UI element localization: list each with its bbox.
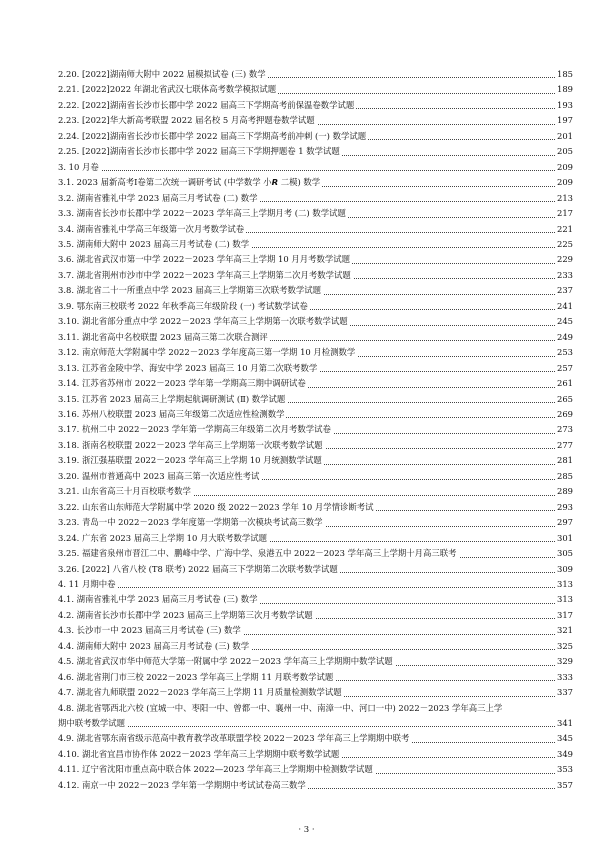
toc-entry[interactable] [58, 639, 573, 654]
toc-entry-page: 189 [555, 82, 573, 97]
toc-entry[interactable] [58, 747, 573, 762]
toc-entry[interactable] [58, 500, 573, 515]
leader-dots [58, 726, 573, 727]
toc-entry-title: 4.5. 湖北省武汉市华中师范大学第一附属中学 2022－2023 学年高三上学期期中数学试题 [58, 656, 393, 667]
toc-entry[interactable] [58, 222, 573, 237]
toc-entry-page: 353 [555, 762, 573, 777]
toc-entry-title: 3.2. 湖南省雅礼中学 2023 届高三月考试卷 (二) 数学 [58, 192, 258, 203]
toc-entry-page: 309 [555, 562, 573, 577]
toc-entry-page: 257 [555, 361, 573, 376]
toc-entry-title: 3.15. 江苏省 2023 届高三上学期起航调研测试 (Ⅱ) 数学试题 [58, 393, 286, 404]
toc-entry[interactable] [58, 778, 573, 793]
toc-entry[interactable] [58, 330, 573, 345]
toc-entry[interactable] [58, 376, 573, 391]
toc-entry-page: 357 [555, 778, 573, 793]
toc-entry-title: 3.3. 湖南省长沙市长郡中学 2022－2023 学年高三上学期月考 (二) 数学试题 [58, 208, 346, 219]
toc-entry[interactable] [58, 283, 573, 298]
toc-entry-title: 4.11. 辽宁省沈阳市重点高中联合体 2022—2023 学年高三上学期期中检测数学试题 [58, 764, 373, 775]
toc-entry[interactable] [58, 345, 573, 360]
toc-entry[interactable] [58, 237, 573, 252]
toc-entry[interactable] [58, 577, 573, 592]
toc-entry-title: 3.25. 福建省泉州市晋江二中、鹏峰中学、广海中学、泉港五中 2022－2023 学年高三上学期十月高三联考 [58, 548, 457, 559]
toc-entry-page: 329 [555, 654, 573, 669]
toc-entry-title: 4.8. 湖北省鄂西北六校 (宜城一中、枣阳一中、曾都一中、襄州一中、南漳一中、河口一中) 2022－2023 学年高三上学 [58, 702, 503, 713]
toc-entry[interactable] [58, 469, 573, 484]
toc-entry-page: 261 [555, 376, 573, 391]
toc-entry[interactable] [58, 654, 573, 669]
toc-entry[interactable] [58, 191, 573, 206]
toc-entry-page: 205 [555, 144, 573, 159]
toc-entry[interactable] [58, 252, 573, 267]
toc-entry-title: 2.24. [2022]湖南省长沙市长郡中学 2022 届高三下学期高考前冲刺 (一) 数学试题 [58, 130, 367, 141]
toc-entry-title: 3. 10 月卷 [58, 161, 99, 172]
toc-entry-page: 209 [555, 175, 573, 190]
toc-entry-page: 317 [555, 608, 573, 623]
toc-entry[interactable] [58, 546, 573, 561]
toc-entry[interactable] [58, 623, 573, 638]
toc-entry-page: 289 [555, 484, 573, 499]
toc-entry-page: 197 [555, 113, 573, 128]
toc-entry-page: 313 [555, 577, 573, 592]
toc-entry-page: 277 [555, 438, 573, 453]
toc-entry-title: 4. 11 月期中卷 [58, 578, 116, 589]
toc-entry-title: 4.10. 湖北省宜昌市协作体 2022－2023 学年高三上学期期中联考数学试题 [58, 748, 340, 759]
toc-entry-page: 245 [555, 314, 573, 329]
toc-entry-title: 3.11. 湖北省高中名校联盟 2023 届高三第二次联合测评 [58, 331, 268, 342]
toc-entry-title: 4.3. 长沙市一中 2023 届高三月考试卷 (三) 数学 [58, 625, 241, 636]
toc-entry[interactable] [58, 716, 573, 731]
toc-entry[interactable] [58, 175, 573, 190]
toc-entry-title: 3.22. 山东省山东师范大学附属中学 2020 级 2022－2023 学年 10 月学情诊断考试 [58, 501, 374, 512]
toc-entry-title: 2.22. [2022]湖南省长沙市长郡中学 2022 届高三下学期高考前保温卷数学试题 [58, 99, 355, 110]
toc-entry-title: 4.7. 湖北省九师联盟 2022－2023 学年高三上学期 11 月质量检测数学试题 [58, 687, 342, 698]
toc-entry-title: 4.4. 湖南师大附中 2023 届高三月考试卷 (三) 数学 [58, 640, 250, 651]
toc-entry[interactable] [58, 592, 573, 607]
toc-entry-title: 3.5. 湖南师大附中 2023 届高三月考试卷 (二) 数学 [58, 238, 250, 249]
toc-entry-page: 217 [555, 206, 573, 221]
toc-entry[interactable] [58, 484, 573, 499]
toc-entry-page: 237 [555, 283, 573, 298]
toc-entry-title: 4.1. 湖南省雅礼中学 2023 届高三月考试卷 (三) 数学 [58, 594, 258, 605]
toc-entry-page: 345 [555, 731, 573, 746]
leader-dots [58, 170, 573, 171]
toc-entry-title: 3.13. 江苏省金陵中学、海安中学 2023 届高三 10 月第二次联考数学 [58, 362, 318, 373]
toc-entry[interactable] [58, 268, 573, 283]
page-number: · 3 · [298, 825, 315, 835]
toc-entry-title: 3.23. 青岛一中 2022－2023 学年度第一学期第一次模块考试高三数学 [58, 517, 323, 528]
toc-entry-title: 3.6. 湖北省武汉市第一中学 2022－2023 学年高三上学期 10 月月考数学试题 [58, 254, 350, 265]
toc-entry[interactable] [58, 701, 573, 716]
toc-entry-page: 241 [555, 299, 573, 314]
toc-entry-page: 273 [555, 422, 573, 437]
toc-entry-page: 285 [555, 469, 573, 484]
toc-entry-title: 3.18. 浙南名校联盟 2022－2023 学年高三上学期第一次联考数学试题 [58, 439, 323, 450]
toc-entry-title: 2.21. [2022]2022 年湖北省武汉七联体高考数学模拟试题 [58, 84, 277, 95]
toc-entry-page: 269 [555, 407, 573, 422]
toc-entry-title: 4.9. 湖北省鄂东南省级示范高中教育教学改革联盟学校 2022－2023 学年高三上学期期中联考 [58, 733, 410, 744]
toc-entry[interactable] [58, 762, 573, 777]
toc-entry-page: 253 [555, 345, 573, 360]
toc-entry-title: 3.4. 湖南省雅礼中学高三年级第一次月考数学试卷 [58, 223, 245, 234]
table-of-contents [58, 67, 573, 793]
toc-entry-title: 2.25. [2022]湖南省长沙市长郡中学 2022 届高三下学期押题卷 1 数学试题 [58, 146, 340, 157]
toc-entry-title: 3.19. 浙江强基联盟 2022－2023 学年高三上学期 10 月统测数学试题 [58, 455, 322, 466]
toc-entry-page: 185 [555, 67, 573, 82]
toc-entry[interactable] [58, 160, 573, 175]
toc-entry-page: 281 [555, 453, 573, 468]
toc-entry-title: 3.8. 湖北省二十一所重点中学 2023 届高三上学期第三次联考数学试题 [58, 285, 322, 296]
toc-entry-page: 305 [555, 546, 573, 561]
toc-entry-title: 2.23. [2022]华大新高考联盟 2022 届名校 5 月高考押题卷数学试题 [58, 115, 315, 126]
toc-entry-title: 3.9. 鄂东南三校联考 2022 年秋季高三年级阶段 (一) 考试数学试卷 [58, 300, 308, 311]
toc-entry[interactable] [58, 67, 573, 82]
toc-entry-title: 3.17. 杭州二中 2022－2023 学年第一学期高三年级第二次月考数学试卷 [58, 424, 331, 435]
toc-entry-page: 337 [555, 685, 573, 700]
toc-entry[interactable] [58, 206, 573, 221]
toc-entry[interactable] [58, 392, 573, 407]
toc-entry-title: 4.2. 湖南省长沙市长郡中学 2023 届高三上学期第三次月考数学试题 [58, 609, 313, 620]
toc-entry-page: 225 [555, 237, 573, 252]
toc-entry-page: 313 [555, 592, 573, 607]
toc-entry[interactable] [58, 82, 573, 97]
toc-entry[interactable] [58, 98, 573, 113]
toc-entry-page: 325 [555, 639, 573, 654]
toc-entry[interactable] [58, 129, 573, 144]
toc-entry[interactable] [58, 144, 573, 159]
toc-entry-page: 249 [555, 330, 573, 345]
toc-entry-page: 229 [555, 252, 573, 267]
toc-entry-title: 4.6. 湖北省荆门市三校 2022－2023 学年高三上学期 11 月联考数学试题 [58, 671, 334, 682]
toc-entry-page: 333 [555, 670, 573, 685]
toc-entry[interactable] [58, 731, 573, 746]
toc-entry[interactable] [58, 314, 573, 329]
toc-entry-title: 3.12. 南京师范大学附属中学 2022－2023 学年度高三第一学期 10 月检测数学 [58, 347, 356, 358]
toc-entry-title: 4.12. 南京一中 2022－2023 学年第一学期期中考试试卷高三数学 [58, 779, 306, 790]
toc-entry-title: 3.24. 广东省 2023 届高三上学期 10 月大联考数学试题 [58, 532, 267, 543]
toc-entry[interactable] [58, 299, 573, 314]
toc-entry[interactable] [58, 113, 573, 128]
toc-entry-page: 221 [555, 222, 573, 237]
toc-entry[interactable] [58, 670, 573, 685]
toc-entry-title: 3.21. 山东省高三十月百校联考数学 [58, 486, 191, 497]
toc-entry-title: 3.16. 苏州八校联盟 2023 届高三年级第二次适应性检测数学 [58, 408, 285, 419]
toc-entry-title: 3.20. 温州市普通高中 2023 届高三第一次适应性考试 [58, 470, 260, 481]
toc-entry-page: 265 [555, 392, 573, 407]
toc-entry-page: 341 [555, 716, 573, 731]
toc-entry-title: 3.10. 湖北省部分重点中学 2022－2023 学年高三上学期第一次联考数学试题 [58, 316, 348, 327]
toc-entry-page: 297 [555, 515, 573, 530]
toc-entry[interactable] [58, 608, 573, 623]
toc-entry[interactable] [58, 562, 573, 577]
toc-entry[interactable] [58, 685, 573, 700]
toc-entry-page: 193 [555, 98, 573, 113]
toc-entry-page: 213 [555, 191, 573, 206]
toc-entry-page: 201 [555, 129, 573, 144]
toc-entry-title: 3.1. 2023 届新高考Ⅰ卷第二次统一调研考试 (中学数学 小𝙍 二模) 数学 [58, 177, 321, 188]
toc-entry-page: 321 [555, 623, 573, 638]
toc-entry-page: 209 [555, 160, 573, 175]
toc-entry-title: 3.7. 湖北省荆州市沙市中学 2022－2023 学年高三上学期第二次月考数学试题 [58, 269, 351, 280]
toc-entry-page: 349 [555, 747, 573, 762]
toc-entry[interactable] [58, 361, 573, 376]
leader-dots [58, 587, 573, 588]
toc-entry-page: 293 [555, 500, 573, 515]
toc-entry[interactable] [58, 515, 573, 530]
toc-entry-title: 2.20. [2022]湖南师大附中 2022 届模拟试卷 (三) 数学 [58, 69, 266, 79]
toc-entry-page: 233 [555, 268, 573, 283]
toc-entry-page: 301 [555, 531, 573, 546]
toc-entry-title: 期中联考数学试题 [58, 718, 125, 729]
toc-entry[interactable] [58, 407, 573, 422]
toc-entry[interactable] [58, 422, 573, 437]
toc-entry-title: 3.14. 江苏省苏州市 2022－2023 学年第一学期高三期中调研试卷 [58, 378, 306, 389]
toc-entry[interactable] [58, 438, 573, 453]
toc-entry[interactable] [58, 453, 573, 468]
toc-entry-title: 3.26. [2022] 八省八校 (T8 联考) 2022 届高三下学期第二次联考数学试题 [58, 563, 338, 574]
toc-entry[interactable] [58, 531, 573, 546]
